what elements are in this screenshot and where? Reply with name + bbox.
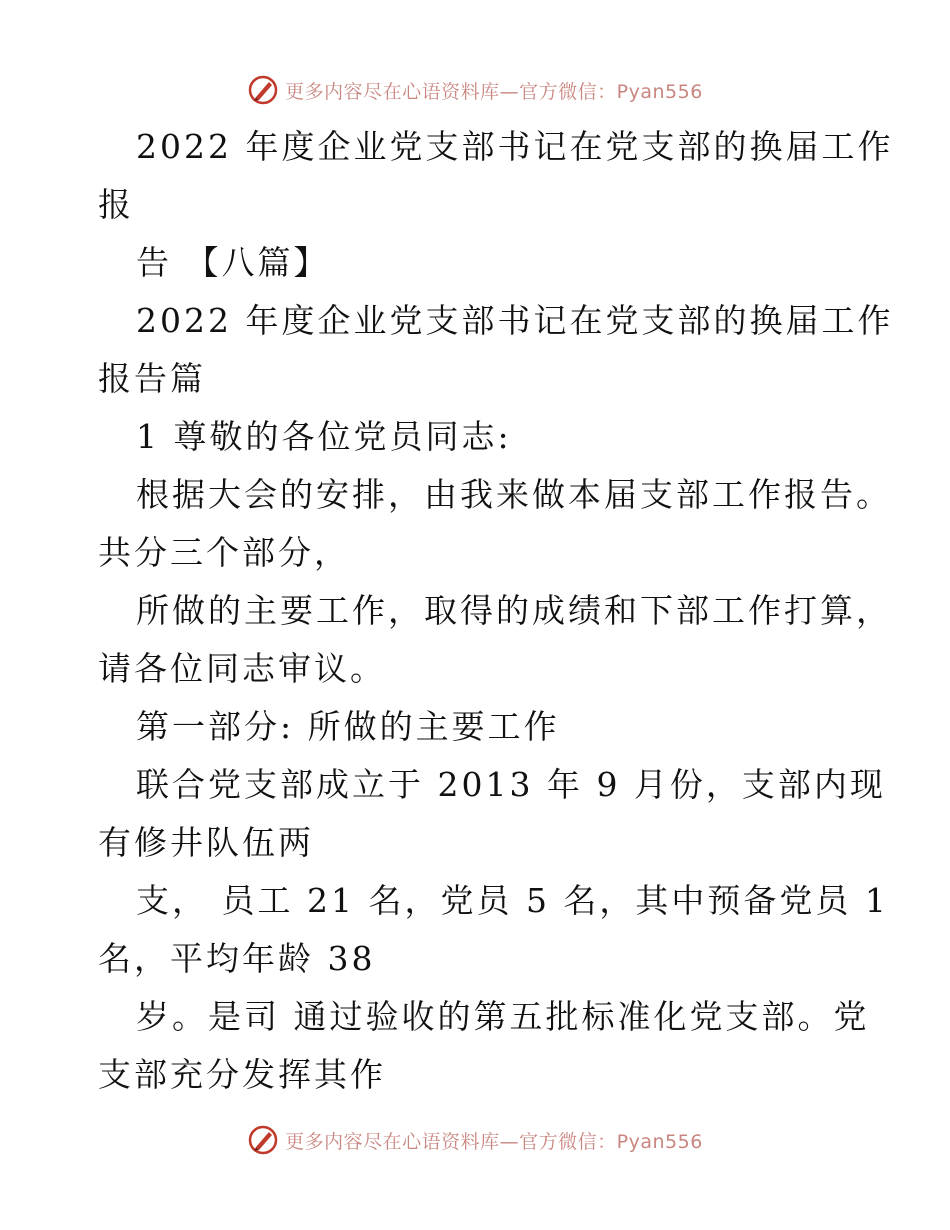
- document-body: [98, 118, 894, 1104]
- paragraph-line: 联合党支部成立于 2013 年 9 月份，支部内现: [136, 765, 886, 804]
- paragraph-line: 岁。是司 通过验收的第五批标准化党支部。党: [136, 997, 870, 1036]
- paragraph-line: 支， 员工 21 名，党员 5 名，其中预备党员 1: [136, 881, 889, 920]
- paragraph-line: 所做的主要工作，取得的成绩和下部工作打算，: [136, 591, 892, 630]
- section-heading-line: 2022 年度企业党支部书记在党支部的换届工作: [136, 301, 894, 340]
- title-line: 2022 年度企业党支部书记在党支部的换届工作: [136, 127, 894, 166]
- watermark-text: 更多内容尽在心语资料库—官方微信：Pyan556: [285, 80, 703, 103]
- paragraph-line: 1 尊敬的各位党员同志:: [136, 417, 512, 456]
- footer-watermark: [0, 1120, 950, 1160]
- paragraph-line: 根据大会的安排，由我来做本届支部工作报告。: [136, 475, 892, 514]
- paragraph-line: 有修井队伍两: [98, 823, 314, 862]
- paragraph-line: 请各位同志审议。: [98, 649, 386, 688]
- section-heading-line: 报告篇: [98, 359, 206, 398]
- part-heading-line: 第一部分: 所做的主要工作: [136, 707, 560, 746]
- paragraph-line: 共分三个部分，: [98, 533, 350, 572]
- header-watermark: [0, 70, 950, 110]
- paragraph-line: 支部充分发挥其作: [98, 1055, 386, 1094]
- pen-logo-icon: [247, 74, 279, 106]
- pen-logo-icon: [247, 1124, 279, 1156]
- paragraph-line: 名，平均年龄 38: [98, 939, 376, 978]
- title-line: 告 【八篇】: [136, 243, 330, 282]
- title-line: 报: [98, 185, 134, 224]
- watermark-text: 更多内容尽在心语资料库—官方微信：Pyan556: [285, 1130, 703, 1153]
